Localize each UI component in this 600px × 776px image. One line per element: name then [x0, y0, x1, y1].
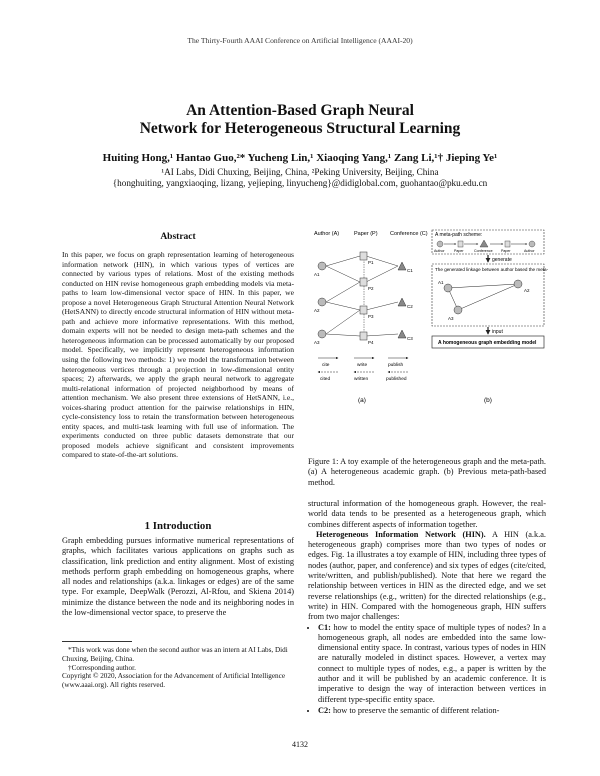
footnote-rule [62, 641, 132, 642]
c2-label: C2: [318, 705, 331, 715]
figure-1 [308, 226, 548, 448]
author-list: Huiting Hong,¹ Hantao Guo,²* Yucheng Lin,¹ Xiaoqing Yang,¹ Zang Li,¹† Jieping Ye¹ [102, 152, 498, 164]
node-c3: C3 [407, 336, 413, 341]
affiliations [0, 167, 600, 189]
challenge-c1 [318, 623, 546, 705]
path-paper-2: Paper [501, 249, 511, 253]
node-p2: P2 [368, 286, 374, 291]
hin-heading: Heterogeneous Information Network (HIN). [316, 529, 486, 539]
hin-paragraph [308, 530, 546, 623]
b-node-a3: A3 [448, 316, 454, 321]
meta-path-title: A meta-path scheme: [435, 232, 483, 238]
legend-publish: publish [388, 363, 404, 368]
subfigure-a [314, 231, 428, 404]
subfigure-b [432, 230, 548, 404]
paper-title [0, 102, 600, 138]
footnote-intern: *This work was done when the second author was an intern at AI Labs, Didi Chuxing, Beijing, China. [62, 646, 288, 663]
node-p4: P4 [368, 340, 374, 345]
figure-1-caption: Figure 1: A toy example of the heterogeneous graph and the meta-path. (a) A heterogeneous academic graph. (b) Previous meta-path-based method. [308, 457, 546, 487]
path-conference: Conference [474, 249, 493, 253]
c2-text: how to preserve the semantic of different relation- [330, 705, 500, 715]
c1-label: C1: [318, 622, 331, 632]
email-line: {honghuiting, yangxiaoqing, lizang, yejieping, linyucheng}@didiglobal.com, guohantao@pku.edu.cn [112, 178, 488, 188]
figure-1-graphic [308, 226, 548, 448]
b-node-a1: A1 [438, 280, 444, 285]
label-paper: Paper (P) [354, 231, 378, 237]
copyright-notice: Copyright © 2020, Association for the Advancement of Artificial Intelligence (www.aaai.org). All rights reserved. [62, 672, 286, 690]
legend-cited: cited [320, 377, 331, 382]
c1-text: how to model the entity space of multiple types of nodes? In a homogeneous graph, all nodes are embedded into the same low-dimensional entity space. In contrast, various types of nodes in HIN are naturally modeled in distinct spaces. However, a vertex may connect to multiple types of nodes, e.g., a paper is written by the author and it will be published by an academic conference. It is imperative to design the way of interaction between vertices in different type-specific entity space. [318, 622, 546, 704]
right-column-body [308, 499, 546, 717]
b-node-a2: A2 [524, 288, 530, 293]
node-a1: A1 [314, 272, 320, 277]
page-number: 4132 [292, 740, 308, 749]
legend-cite: cite [322, 363, 330, 368]
path-paper-1: Paper [454, 249, 464, 253]
label-conference: Conference (C) [390, 231, 428, 237]
challenge-c2 [318, 706, 546, 716]
node-p3: P3 [368, 314, 374, 319]
legend-written: written [354, 377, 369, 382]
abstract-text: In this paper, we focus on graph representation learning of heterogeneous information network (HIN), in which various types of vertices are connected by various types of relations. Most of the existing methods conducted on HIN revise homogeneous graph embedding models via meta-paths to learn low-dimensional vector space of HIN. In this paper, we propose a novel Heterogeneous Graph Structural Attention Neural Network (HetSANN) to directly encode structural information of HIN without meta-path and achieve more informative representations. With this method, domain experts will not be needed to design meta-path schemes and the heterogeneous information can be processed automatically by our proposed model. Specifically, we implicitly represent heterogeneous information using the following two methods: 1) we model the transformation between heterogeneous vertices through a projection in low-dimensional entity spaces; 2) afterwards, we apply the graph neural network to aggregate multi-relational information of projected neighborhood by means of attention mechanism. We also present three extensions of HetSANN, i.e., voices-sharing product attention for the pairwise relationships in HIN, cycle-consistency loss to retain the transformation between heterogeneous entity spaces, and multi-task learning with full use of information. The experiments conducted on three public datasets demonstrate that our proposed models achieve significant and consistent improvements compared to state-of-the-art solutions. [62, 250, 294, 460]
challenge-list [308, 623, 546, 717]
node-c1: C1 [407, 268, 413, 273]
hin-text: A HIN (a.k.a. heterogeneous graph) comprises more than two types of nodes or edges. Fig. 1a illustrates a toy example of HIN, including three types of nodes (author, paper, and conference) and six types of edges (cite/cited, write/written, and publish/published). Note that here we regard the relationship between vertices in HIN as the directed edge, and we set reverse relationships (e.g., written) for the directed relationships (e.g., write) in HIN. Compared with the homogeneous graph, HIN suffers from two major challenges: [308, 529, 546, 622]
label-author: Author (A) [314, 231, 340, 237]
intro-continuation: structural information of the homogeneous graph. However, the real-world data tends to be presented as a heterogeneous graph, which combines different aspects of information together. [308, 499, 546, 529]
affiliation-line: ¹AI Labs, Didi Chuxing, Beijing, China, ²Peking University, Beijing, China [161, 167, 439, 177]
subfigure-a-label: (a) [358, 397, 366, 404]
generate-label: generate [492, 257, 512, 263]
footnotes [62, 646, 294, 690]
path-author-2: Author [524, 249, 535, 253]
linkage-box-title: The generated linkage between author based the meta-path: [435, 267, 548, 272]
title-line-2: Network for Heterogeneous Structural Learning [139, 120, 461, 137]
footnote-corresponding: †Corresponding author. [68, 663, 136, 672]
title-line-1: An Attention-Based Graph Neural [186, 102, 414, 119]
node-a2: A2 [314, 308, 320, 313]
node-p1: P1 [368, 260, 374, 265]
introduction-heading: 1 Introduction [144, 520, 212, 532]
node-a3: A3 [314, 340, 320, 345]
embedding-model-box: A homogeneous graph embedding model [438, 340, 537, 346]
node-c2: C2 [407, 304, 413, 309]
legend-published: published [386, 377, 407, 382]
legend-write: write [357, 363, 368, 368]
introduction-text: Graph embedding pursues informative numerical representations of graphs, which facilitates various applications on graphs such as classification, link prediction and entity alignment. Most of existing methods perform graph embedding on homogeneous graphs, where all nodes and relationships (a.k.a. linkages or edges) are of the same type. For example, DeepWalk (Perozzi, Al-Rfou, and Skiena 2014) minimize the distance between the node and its neighboring nodes in the low-dimensional vector space, to preserve the [62, 536, 294, 618]
path-author-1: Author [434, 249, 445, 253]
conference-header: The Thirty-Fourth AAAI Conference on Artificial Intelligence (AAAI-20) [187, 36, 413, 45]
abstract-heading: Abstract [160, 232, 196, 242]
subfigure-b-label: (b) [484, 397, 492, 404]
input-label: input [492, 329, 503, 335]
